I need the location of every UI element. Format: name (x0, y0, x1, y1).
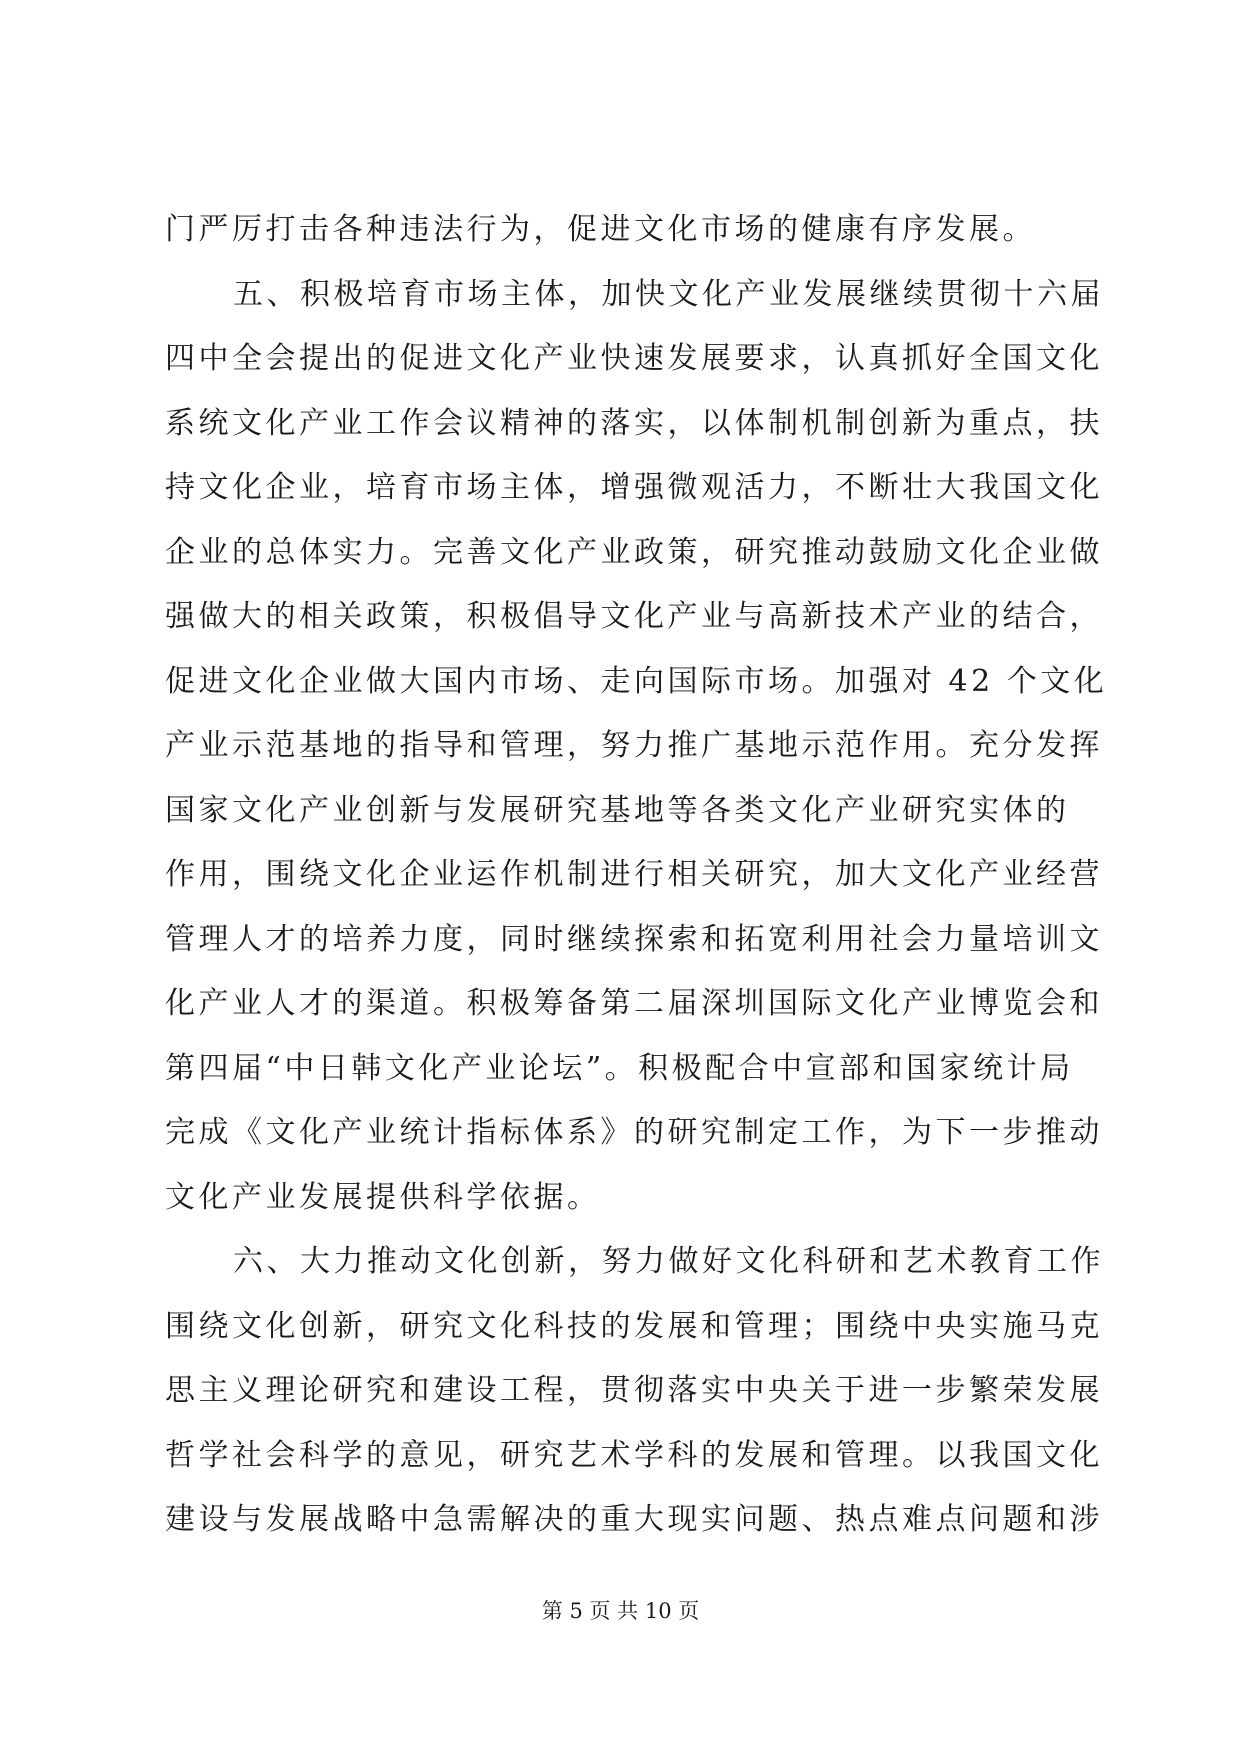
text-line: 完成《文化产业统计指标体系》的研究制定工作，为下一步推动 (165, 1115, 1103, 1150)
text-line: 哲学社会科学的意见，研究艺术学科的发展和管理。以我国文化 (165, 1437, 1103, 1473)
text-line: 作用，围绕文化企业运作机制进行相关研究，加大文化产业经营 (165, 857, 1103, 892)
text-line: 强做大的相关政策，积极倡导文化产业与高新技术产业的结合， (165, 599, 1103, 634)
text-line: 持文化企业，培育市场主体，增强微观活力，不断壮大我国文化 (165, 470, 1103, 505)
text-line: 第四届“中日韩文化产业论坛”。积极配合中宣部和国家统计局 (165, 1050, 1074, 1086)
text-line: 国家文化产业创新与发展研究基地等各类文化产业研究实体的 (165, 792, 1070, 828)
body-text (165, 198, 1108, 1553)
text-line: 企业的总体实力。完善文化产业政策，研究推动鼓励文化企业做 (165, 534, 1103, 570)
text-line: 门严厉打击各种违法行为，促进文化市场的健康有序发展。 (165, 212, 1036, 247)
text-line: 思主义理论研究和建设工程，贯彻落实中央关于进一步繁荣发展 (165, 1373, 1103, 1408)
page-number-footer: 第 5 页 共 10 页 (541, 1599, 700, 1623)
text-line: 系统文化产业工作会议精神的落实，以体制机制创新为重点，扶 (165, 405, 1103, 441)
text-line: 四中全会提出的促进文化产业快速发展要求，认真抓好全国文化 (165, 341, 1103, 376)
text-line: 化产业人才的渠道。积极筹备第二届深圳国际文化产业博览会和 (165, 986, 1103, 1021)
text-line: 管理人才的培养力度，同时继续探索和拓宽利用社会力量培训文 (165, 921, 1103, 957)
text-line: 产业示范基地的指导和管理，努力推广基地示范作用。充分发挥 (165, 728, 1103, 763)
text-line: 促进文化企业做大国内市场、走向国际市场。加强对 42 个文化 (165, 663, 1108, 699)
text-line: 建设与发展战略中急需解决的重大现实问题、热点难点问题和涉 (165, 1502, 1103, 1537)
text-line: 六、大力推动文化创新，努力做好文化科研和艺术教育工作 (233, 1244, 1104, 1279)
text-line: 围绕文化创新，研究文化科技的发展和管理；围绕中央实施马克 (165, 1308, 1103, 1344)
text-line: 文化产业发展提供科学依据。 (165, 1179, 601, 1215)
text-line: 五、积极培育市场主体，加快文化产业发展继续贯彻十六届 (233, 276, 1104, 312)
